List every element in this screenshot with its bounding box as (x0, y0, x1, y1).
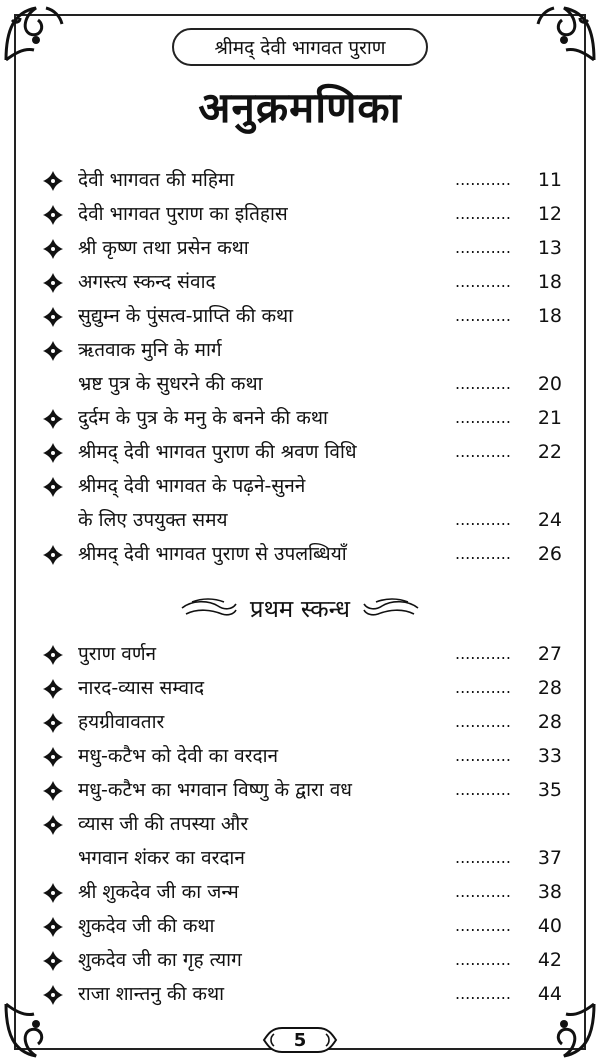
toc-entry (0, 302, 600, 336)
toc-page-number: 20 (537, 373, 562, 395)
toc-page-number: 26 (537, 543, 562, 565)
corner-ornament-icon (0, 0, 70, 70)
toc-entry-title: हयग्रीवावतार (78, 711, 165, 733)
diamond-bullet-icon (42, 442, 64, 464)
diamond-bullet-icon (42, 476, 64, 498)
toc-page-number: 38 (537, 881, 562, 903)
leader-dots: ........... (455, 170, 511, 189)
toc-entry-title: मधु-कटैभ का भगवान विष्णु के द्वारा वध (78, 779, 352, 801)
toc-page-number: 21 (537, 407, 562, 429)
toc-entry-title: देवी भागवत पुराण का इतिहास (78, 203, 288, 225)
diamond-bullet-icon (42, 814, 64, 836)
toc-entry-title-continued: के लिए उपयुक्त समय (78, 509, 228, 531)
diamond-bullet-icon (42, 238, 64, 260)
diamond-bullet-icon (42, 746, 64, 768)
section-divider (0, 588, 600, 628)
toc-entry (0, 234, 600, 268)
toc-entry (0, 946, 600, 980)
leader-dots: ........... (455, 746, 511, 765)
toc-entry-title: श्रीमद् देवी भागवत पुराण की श्रवण विधि (78, 441, 357, 463)
toc-entry-title: शुकदेव जी का गृह त्याग (78, 949, 242, 971)
toc-entry-title-continued: भगवान शंकर का वरदान (78, 847, 245, 869)
toc-entry (0, 810, 600, 869)
toc-entry (0, 912, 600, 946)
leader-dots: ........... (455, 408, 511, 427)
leader-dots: ........... (455, 882, 511, 901)
diamond-bullet-icon (42, 950, 64, 972)
toc-entry-title: ऋतवाक मुनि के मार्ग (78, 339, 222, 361)
diamond-bullet-icon (42, 984, 64, 1006)
toc-entry (0, 878, 600, 912)
toc-entry-title: दुर्दम के पुत्र के मनु के बनने की कथा (78, 407, 328, 429)
toc-entry-title: राजा शान्तनु की कथा (78, 983, 225, 1005)
toc-page-number: 35 (537, 779, 562, 801)
toc-entry-title-continued: भ्रष्ट पुत्र के सुधरने की कथा (78, 373, 263, 395)
toc-entry-title: अगस्त्य स्कन्द संवाद (78, 271, 216, 293)
diamond-bullet-icon (42, 170, 64, 192)
corner-ornament-icon (530, 0, 600, 70)
toc-entry-title: पुराण वर्णन (78, 643, 157, 665)
diamond-bullet-icon (42, 340, 64, 362)
toc-entry (0, 200, 600, 234)
toc-entry-title: देवी भागवत की महिमा (78, 169, 235, 191)
toc-entry-title: व्यास जी की तपस्या और (78, 813, 249, 835)
diamond-bullet-icon (42, 544, 64, 566)
leader-dots: ........... (455, 644, 511, 663)
diamond-bullet-icon (42, 408, 64, 430)
leader-dots: ........... (455, 984, 511, 1003)
toc-entry (0, 674, 600, 708)
leader-dots: ........... (455, 950, 511, 969)
toc-entry-title: मधु-कटैभ को देवी का वरदान (78, 745, 279, 767)
toc-entry (0, 336, 600, 395)
toc-entry-title: श्रीमद् देवी भागवत के पढ़ने-सुनने (78, 475, 306, 497)
toc-entry-title: श्रीमद् देवी भागवत पुराण से उपलब्धियाँ (78, 543, 347, 565)
leader-dots: ........... (455, 204, 511, 223)
toc-entry (0, 708, 600, 742)
leader-dots: ........... (455, 848, 511, 867)
toc-page-number: 28 (537, 711, 562, 733)
toc-page-number: 28 (537, 677, 562, 699)
swirl-ornament-icon (178, 594, 240, 622)
toc-entry-title: नारद-व्यास सम्वाद (78, 677, 205, 699)
toc-entry-title: शुकदेव जी की कथा (78, 915, 215, 937)
toc-page-number: 44 (537, 983, 562, 1005)
toc-entry (0, 540, 600, 574)
diamond-bullet-icon (42, 882, 64, 904)
toc-entry-title: श्री शुकदेव जी का जन्म (78, 881, 239, 903)
diamond-bullet-icon (42, 204, 64, 226)
leader-dots: ........... (455, 916, 511, 935)
leader-dots: ........... (455, 272, 511, 291)
toc-entry (0, 776, 600, 810)
toc-entry (0, 404, 600, 438)
page-number-badge (260, 1024, 340, 1056)
toc-page-number: 13 (537, 237, 562, 259)
toc-page-number: 11 (537, 169, 562, 191)
toc-page-number: 22 (537, 441, 562, 463)
page-number: 5 (293, 1029, 307, 1051)
toc-page-number: 18 (537, 271, 562, 293)
diamond-bullet-icon (42, 306, 64, 328)
leader-dots: ........... (455, 780, 511, 799)
leader-dots: ........... (455, 374, 511, 393)
leader-dots: ........... (455, 306, 511, 325)
diamond-bullet-icon (42, 272, 64, 294)
leader-dots: ........... (455, 238, 511, 257)
toc-page-number: 42 (537, 949, 562, 971)
toc-page-number: 27 (537, 643, 562, 665)
toc-page-number: 24 (537, 509, 562, 531)
toc-entry-title: सुद्युम्न के पुंसत्व-प्राप्ति की कथा (78, 305, 294, 327)
page-heading: अनुक्रमणिका (198, 83, 402, 132)
diamond-bullet-icon (42, 644, 64, 666)
toc-page-number: 18 (537, 305, 562, 327)
diamond-bullet-icon (42, 712, 64, 734)
toc-entry (0, 640, 600, 674)
leader-dots: ........... (455, 544, 511, 563)
toc-page-number: 12 (537, 203, 562, 225)
book-title: श्रीमद् देवी भागवत पुराण (214, 37, 386, 59)
toc-entry (0, 166, 600, 200)
toc-page-number: 40 (537, 915, 562, 937)
toc-entry (0, 472, 600, 531)
leader-dots: ........... (455, 442, 511, 461)
diamond-bullet-icon (42, 678, 64, 700)
toc-entry-title: श्री कृष्ण तथा प्रसेन कथा (78, 237, 249, 259)
toc-entry (0, 742, 600, 776)
toc-entry (0, 268, 600, 302)
toc-page-number: 37 (537, 847, 562, 869)
toc-entry (0, 438, 600, 472)
leader-dots: ........... (455, 678, 511, 697)
toc-page-number: 33 (537, 745, 562, 767)
swirl-ornament-icon (360, 594, 422, 622)
leader-dots: ........... (455, 712, 511, 731)
diamond-bullet-icon (42, 780, 64, 802)
diamond-bullet-icon (42, 916, 64, 938)
leader-dots: ........... (455, 510, 511, 529)
toc-entry (0, 980, 600, 1014)
section-title: प्रथम स्कन्ध (249, 594, 351, 623)
book-title-box (172, 28, 428, 66)
